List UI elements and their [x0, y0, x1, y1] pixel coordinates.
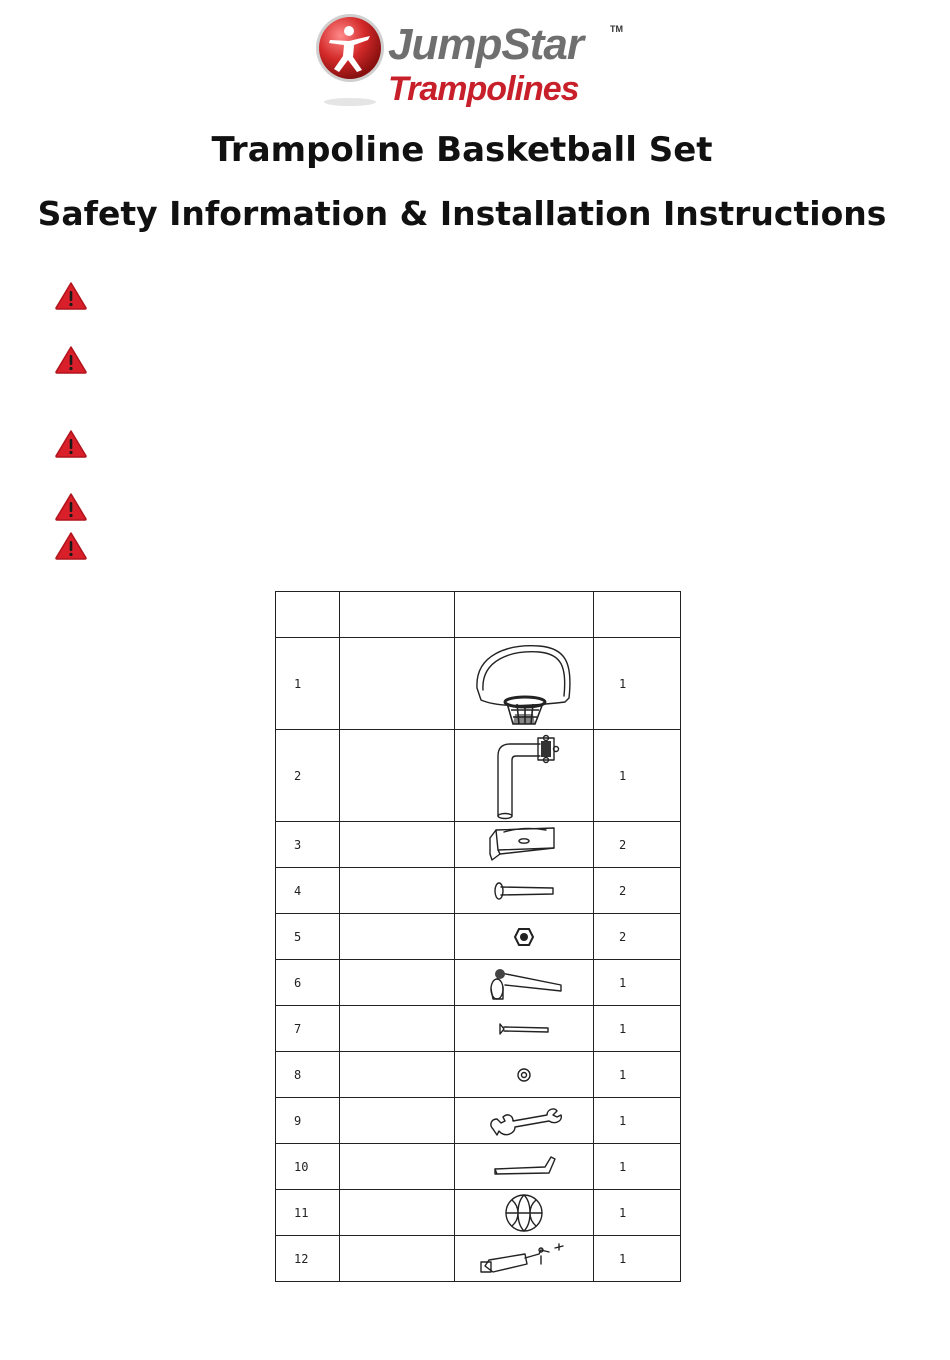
- document-title: Trampoline Basketball Set: [211, 130, 713, 170]
- table-row: [276, 1052, 681, 1098]
- part-picture: [455, 1144, 594, 1190]
- part-picture: [455, 1236, 594, 1282]
- part-description: [340, 1236, 455, 1282]
- brand-name: JumpStar: [388, 20, 583, 69]
- part-quantity: 1: [594, 1006, 681, 1052]
- warning-triangle-icon: [54, 281, 88, 311]
- part-picture: [455, 868, 594, 914]
- part-quantity: 2: [594, 914, 681, 960]
- part-quantity: 1: [594, 1052, 681, 1098]
- table-row: [276, 730, 681, 822]
- part-description: [340, 1190, 455, 1236]
- bent-pole-icon: [455, 732, 593, 820]
- warning-triangle-icon: [54, 531, 88, 561]
- table-row: [276, 1236, 681, 1282]
- table-row: [276, 1006, 681, 1052]
- mounting-bracket-icon: [455, 824, 593, 866]
- part-quantity: 1: [594, 638, 681, 730]
- part-picture: [455, 1006, 594, 1052]
- air-pump-icon: [455, 1242, 593, 1276]
- warning-triangle-icon: [54, 429, 88, 459]
- table-row: [276, 1190, 681, 1236]
- part-number: 5: [276, 914, 340, 960]
- header-cell-picture: [455, 592, 594, 638]
- part-description: [340, 1006, 455, 1052]
- part-description: [340, 960, 455, 1006]
- part-number: 2: [276, 730, 340, 822]
- warning-triangle-icon: [54, 345, 88, 375]
- part-number: 3: [276, 822, 340, 868]
- trademark-mark: TM: [610, 24, 623, 34]
- table-row: [276, 868, 681, 914]
- handle-icon: [455, 963, 593, 1003]
- part-quantity: 1: [594, 1144, 681, 1190]
- table-row: [276, 1098, 681, 1144]
- table-row: [276, 960, 681, 1006]
- table-row: [276, 914, 681, 960]
- brand-subname: Trampolines: [388, 70, 579, 108]
- part-picture: [455, 914, 594, 960]
- part-number: 6: [276, 960, 340, 1006]
- part-picture: [455, 730, 594, 822]
- document-subtitle: Safety Information & Installation Instructions: [37, 194, 887, 233]
- part-description: [340, 868, 455, 914]
- jumpstar-logo: [312, 10, 632, 115]
- part-quantity: 1: [594, 1236, 681, 1282]
- part-number: 7: [276, 1006, 340, 1052]
- part-quantity: 2: [594, 868, 681, 914]
- part-description: [340, 914, 455, 960]
- parts-table: [275, 591, 681, 1282]
- bolt-icon: [455, 880, 593, 902]
- washer-icon: [455, 1066, 593, 1084]
- header-cell-description: [340, 592, 455, 638]
- nut-icon: [455, 926, 593, 948]
- table-row: [276, 1144, 681, 1190]
- part-description: [340, 638, 455, 730]
- part-description: [340, 1144, 455, 1190]
- part-picture: [455, 1190, 594, 1236]
- table-row: [276, 638, 681, 730]
- part-quantity: 1: [594, 1190, 681, 1236]
- part-description: [340, 730, 455, 822]
- screw-icon: [455, 1021, 593, 1037]
- part-number: 12: [276, 1236, 340, 1282]
- part-description: [340, 822, 455, 868]
- part-number: 11: [276, 1190, 340, 1236]
- backboard-hoop-icon: [455, 640, 593, 728]
- wrench-icon: [455, 1103, 593, 1139]
- header-cell-quantity: [594, 592, 681, 638]
- warning-triangle-icon: [54, 492, 88, 522]
- part-quantity: 2: [594, 822, 681, 868]
- part-number: 1: [276, 638, 340, 730]
- part-number: 8: [276, 1052, 340, 1098]
- header-cell-number: [276, 592, 340, 638]
- part-picture: [455, 638, 594, 730]
- logo-emblem-icon: [312, 10, 392, 110]
- part-number: 9: [276, 1098, 340, 1144]
- part-picture: [455, 1098, 594, 1144]
- table-row: [276, 822, 681, 868]
- part-picture: [455, 960, 594, 1006]
- part-description: [340, 1098, 455, 1144]
- part-quantity: 1: [594, 730, 681, 822]
- table-header-row: [276, 592, 681, 638]
- part-quantity: 1: [594, 1098, 681, 1144]
- part-number: 10: [276, 1144, 340, 1190]
- part-quantity: 1: [594, 960, 681, 1006]
- basketball-icon: [455, 1191, 593, 1235]
- part-picture: [455, 1052, 594, 1098]
- part-number: 4: [276, 868, 340, 914]
- part-picture: [455, 822, 594, 868]
- allen-key-icon: [455, 1154, 593, 1180]
- part-description: [340, 1052, 455, 1098]
